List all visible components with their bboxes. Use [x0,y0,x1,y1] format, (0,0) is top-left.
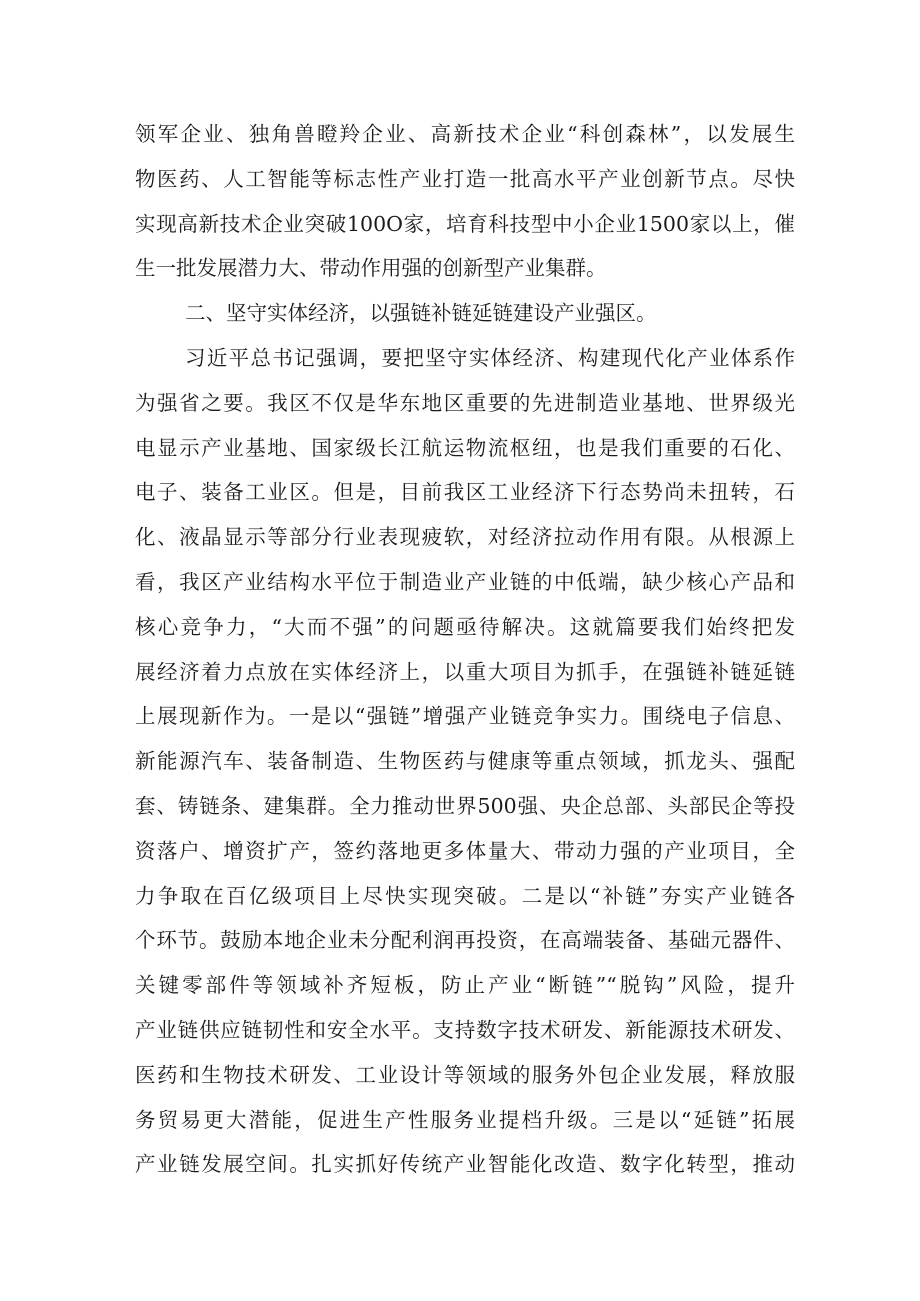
text-line: 化、液晶显示等部分行业表现疲软，对经济拉动作用有限。从根源上 [135,525,795,550]
text-line: 关键零部件等领域补齐短板，防止产业“断链”“脱钩”风险，提升 [135,973,795,998]
text-line: 习近平总书记强调，要把坚守实体经济、构建现代化产业体系作 [185,345,795,370]
document-body [135,112,795,1187]
text-line: 核心竞争力，“大而不强”的问题亟待解决。这就篇要我们始终把发 [135,614,795,639]
text-line: 实现高新技术企业突破100O家，培育科技型中小企业1500家以上，催 [135,211,795,236]
text-line: 生一批发展潜力大、带动作用强的创新型产业集群。 [135,256,607,281]
text-line: 展经济着力点放在实体经济上，以重大项目为抓手，在强链补链延链 [135,659,795,684]
text-line: 新能源汽车、装备制造、生物医药与健康等重点领域，抓龙头、强配 [135,749,795,774]
text-line: 资落户、增资扩产，签约落地更多体量大、带动力强的产业项目，全 [135,838,795,863]
text-line: 医药和生物技术研发、工业设计等领域的服务外包企业发展，释放服 [135,1062,795,1087]
text-line: 产业链供应链韧性和安全水平。支持数字技术研发、新能源技术研发、 [135,1017,795,1042]
text-line: 电显示产业基地、国家级长江航运物流枢纽，也是我们重要的石化、 [135,435,795,460]
text-line: 产业链发展空间。扎实抓好传统产业智能化改造、数字化转型，推动 [135,1152,795,1177]
text-line: 务贸易更大潜能，促进生产性服务业提档升级。三是以“延链”拓展 [135,1107,795,1132]
text-line: 套、铸链条、建集群。全力推动世界500强、央企总部、头部民企等投 [135,793,795,818]
text-line: 为强省之要。我区不仅是华东地区重要的先进制造业基地、世界级光 [135,390,795,415]
text-line: 上展现新作为。一是以“强链”增强产业链竞争实力。围绕电子信息、 [135,704,795,729]
section-heading: 二、坚守实体经济，以强链补链延链建设产业强区。 [185,301,657,326]
text-line: 个环节。鼓励本地企业未分配利润再投资，在高端装备、基础元器件、 [135,928,795,953]
text-line: 电子、装备工业区。但是，目前我区工业经济下行态势尚未扭转，石 [135,480,795,505]
text-line: 领军企业、独角兽瞪羚企业、高新技术企业“科创森林”，以发展生 [135,122,795,146]
text-line: 物医药、人工智能等标志性产业打造一批高水平产业创新节点。尽快 [135,166,795,191]
text-line: 看，我区产业结构水平位于制造业产业链的中低端，缺少核心产品和 [135,569,795,594]
text-line: 力争取在百亿级项目上尽快实现突破。二是以“补链”夯实产业链各 [135,883,795,908]
